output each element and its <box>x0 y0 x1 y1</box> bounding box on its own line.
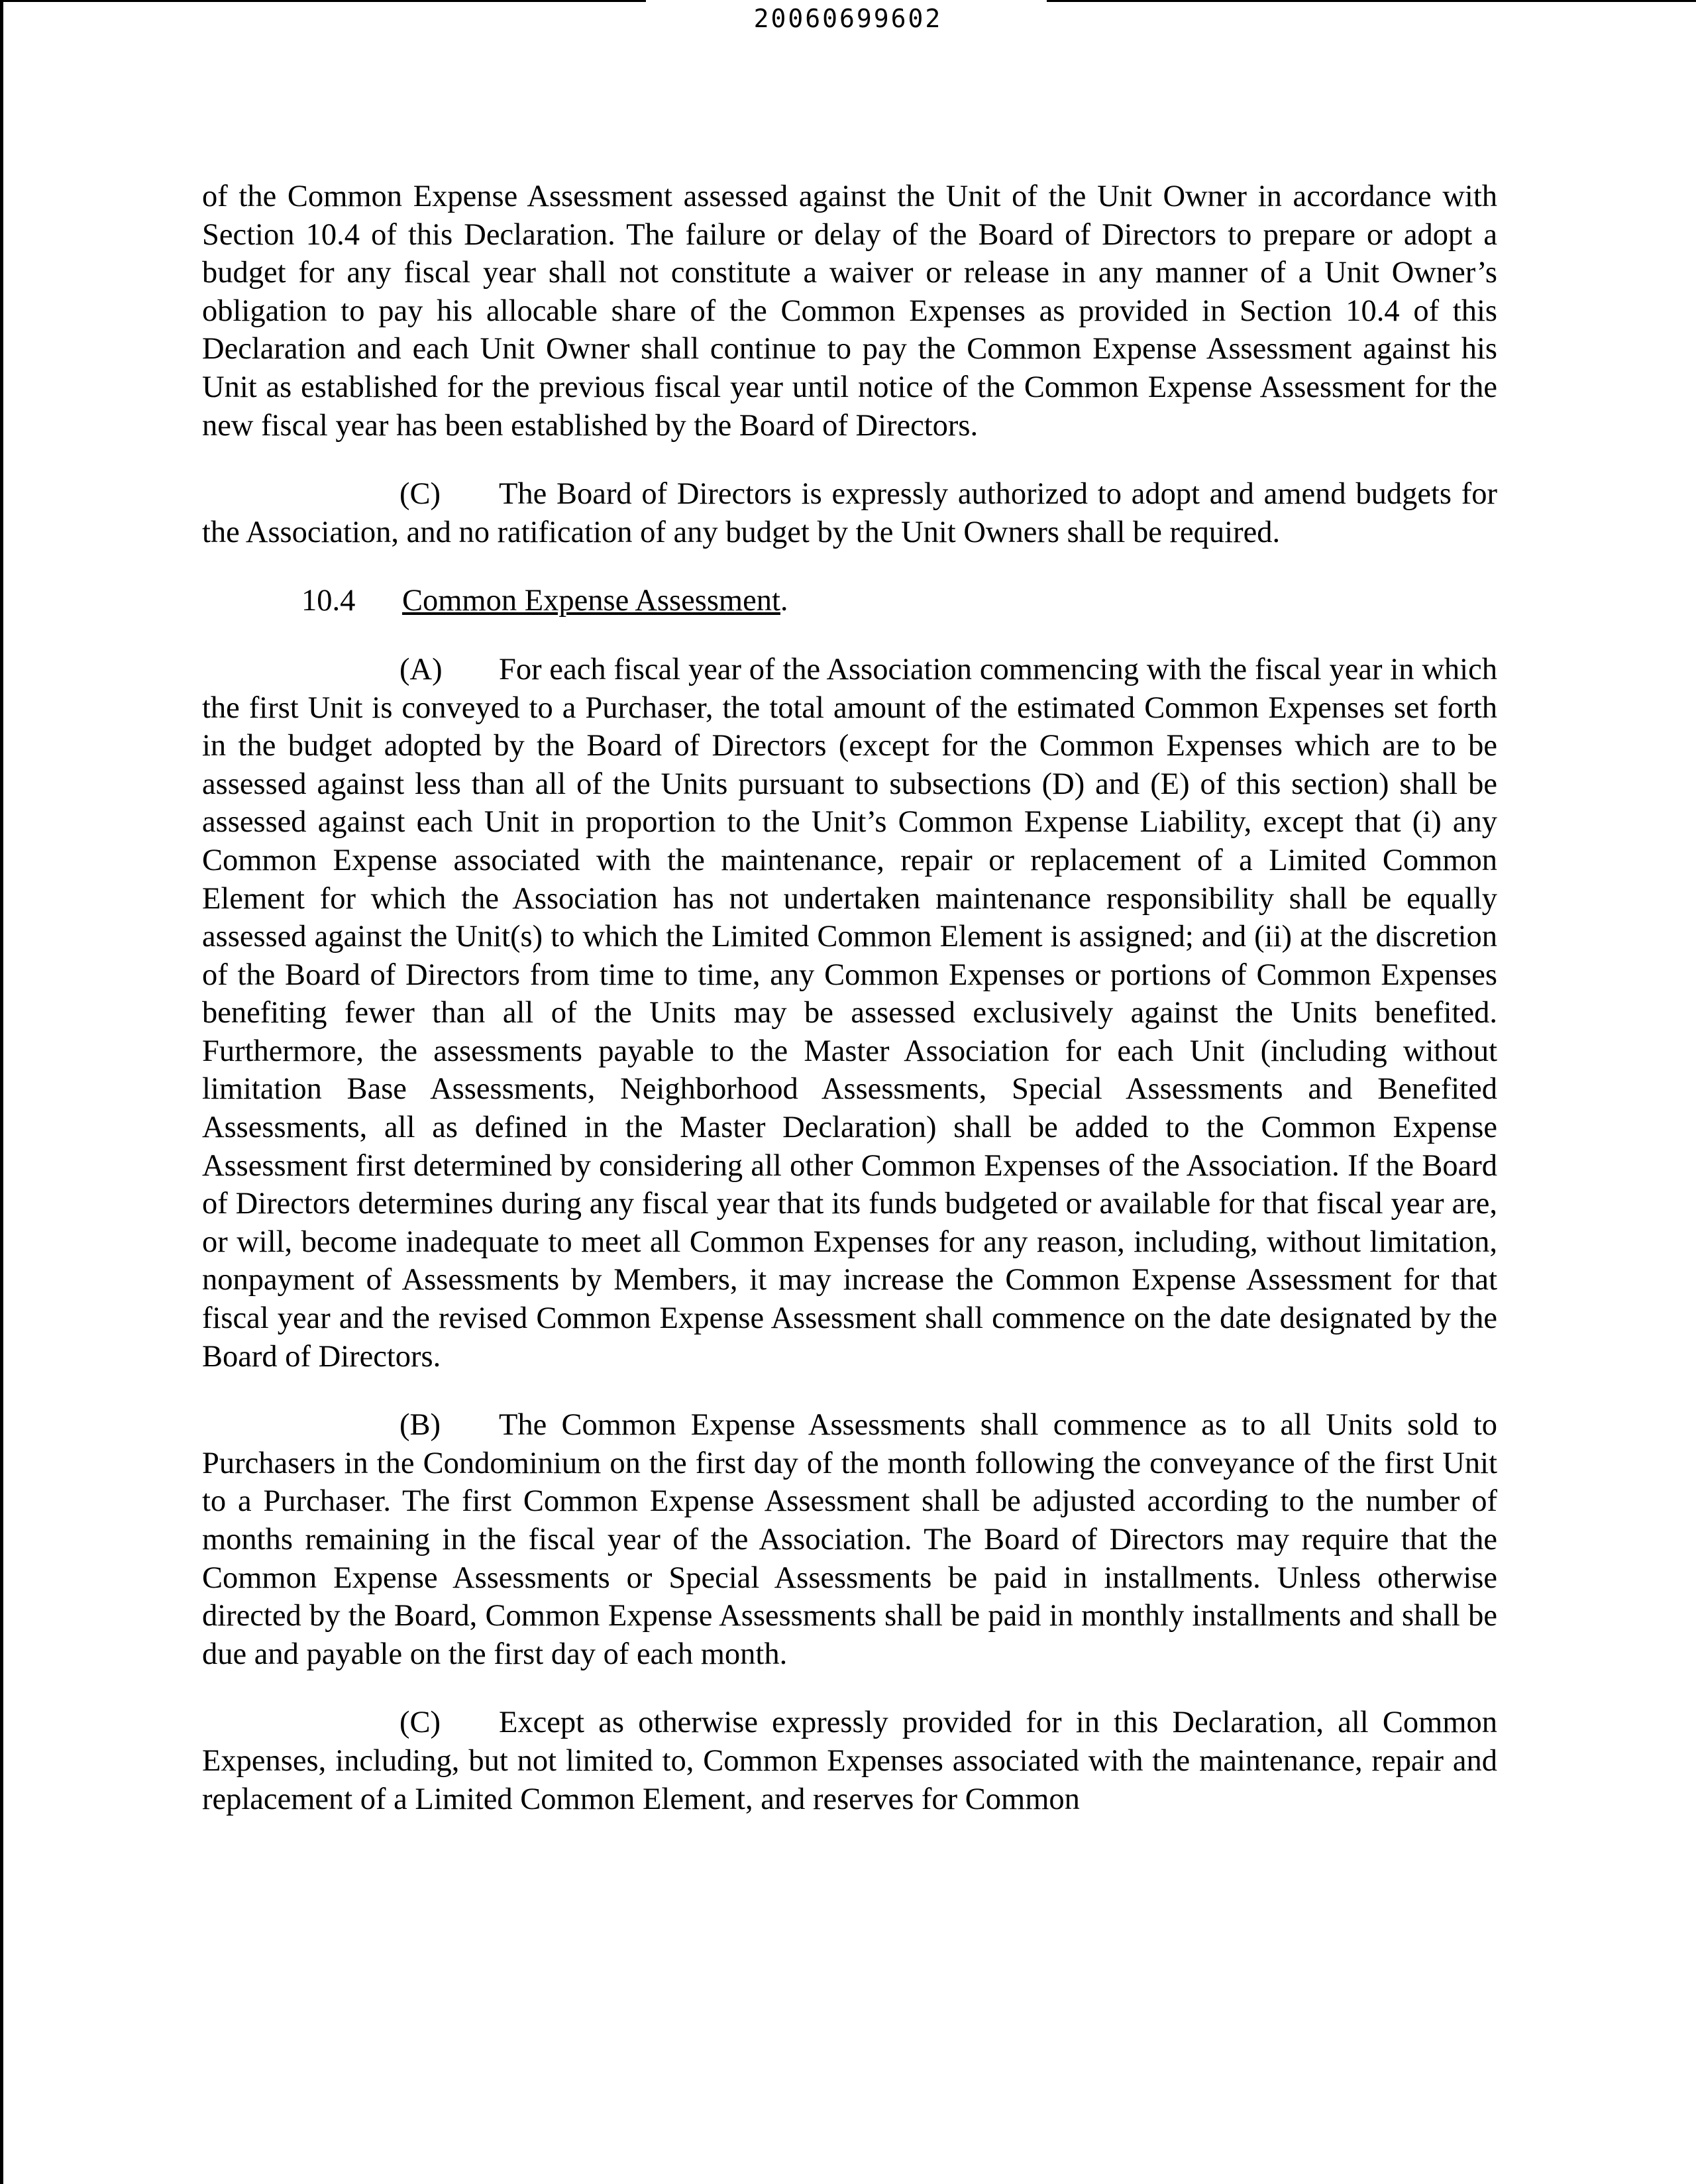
section-number: 10.4 <box>301 584 356 618</box>
top-rule-left <box>0 0 646 2</box>
subsection-text: The Common Expense Assessments shall commence as to all Units sold to Purchasers in the Condominium on the first day of the month following the conveyance of the first Unit to a Purchaser. The first Common Expense Assessment shall be adjusted according to the number of months remaining in the fiscal year of the Association. The Board of Directors may require that the Common Expense Assessments or Special Assessments be paid in installments. Unless otherwise directed by the Board, Common Expense Assessments shall be paid in monthly installments and shall be due and payable on the first day of each month. <box>202 1408 1497 1671</box>
subsection-text: For each fiscal year of the Association commencing with the fiscal year in which the first Unit is conveyed to a Purchaser, the total amount of the estimated Common Expenses set forth in the budget adopted by the Board of Directors (except for the Common Expenses which are to be assessed against less than all of the Units pursuant to subsections (D) and (E) of this section) shall be assessed against each Unit in proportion to the Unit’s Common Expense Liability, except that (i) any Common Expense associated with the maintenance, repair or replacement of a Limited Common Element for which the Association has not undertaken maintenance responsibility shall be equally assessed against the Unit(s) to which the Limited Common Element is assigned; and (ii) at the discretion of the Board of Directors from time to time, any Common Expenses or portions of Common Expenses benefiting fewer than all of the Units may be assessed exclusively against the Units benefited. Furthermore, the assessments payable to the Master Association for each Unit (including without limitation Base Assessments, Neighborhood Assessments, Special Assessments and Benefited Assessments, all as defined in the Master Declaration) shall be added to the Common Expense Assessment first determined by considering all other Common Expenses of the Association. If the Board of Directors determines during any fiscal year that its funds budgeted or available for that fiscal year are, or will, become inadequate to meet all Common Expenses for any reason, including, without limitation, nonpayment of Assessments by Members, it may increase the Common Expense Assessment for that fiscal year and the revised Common Expense Assessment shall commence on the date designated by the Board of Directors. <box>202 652 1497 1374</box>
scan-left-edge <box>0 0 3 2184</box>
paragraph-c <box>202 1704 1497 1818</box>
subsection-text: The Board of Directors is expressly authorized to adopt and amend budgets for the Association, and no ratification of any budget by the Unit Owners shall be required. <box>202 477 1497 549</box>
document-number: 20060699602 <box>753 4 943 33</box>
subsection-label: (B) <box>399 1408 441 1443</box>
subsection-label: (C) <box>399 1706 441 1740</box>
document-body <box>202 178 1497 1849</box>
paragraph-a <box>202 651 1497 1376</box>
paragraph-b <box>202 1406 1497 1673</box>
subsection-label: (A) <box>399 652 443 686</box>
paragraph-c-budgets <box>202 475 1497 551</box>
top-rule-right <box>1047 0 1696 2</box>
subsection-text: Except as otherwise expressly provided for in this Declaration, all Common Expenses, including, but not limited to, Common Expenses associated with the maintenance, repair and replacement of a Limited Common Element, and reserves for Common <box>202 1706 1497 1816</box>
subsection-label: (C) <box>399 477 441 512</box>
paragraph-continuation: of the Common Expense Assessment assessed against the Unit of the Unit Owner in accordance with Section 10.4 of this Declaration. The failure or delay of the Board of Directors to prepare or adopt a budget for any fiscal year shall not constitute a waiver or release in any manner of a Unit Owner’s obligation to pay his allocable share of the Common Expenses as provided in Section 10.4 of this Declaration and each Unit Owner shall continue to pay the Common Expense Assessment against his Unit as established for the previous fiscal year until notice of the Common Expense Assessment for the new fiscal year has been established by the Board of Directors. <box>202 180 1497 443</box>
section-title: Common Expense Assessment <box>402 584 780 618</box>
section-title-period: . <box>780 584 788 618</box>
section-heading <box>202 582 1497 620</box>
